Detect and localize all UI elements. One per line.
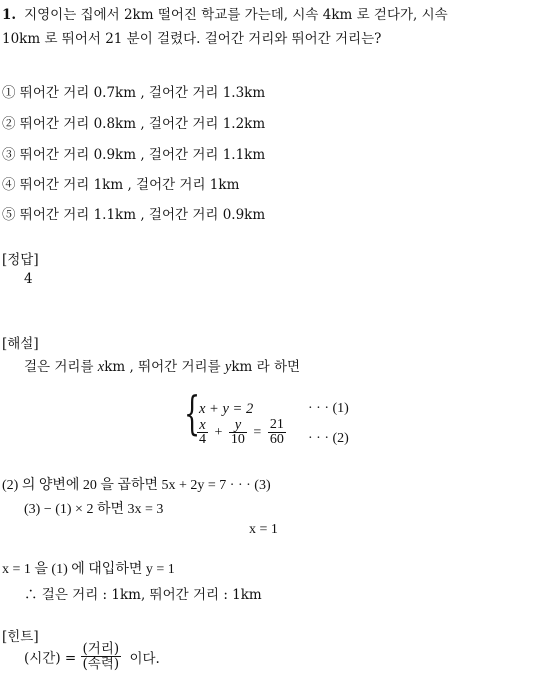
solution-step-4: x = 1 을 (1) 에 대입하면 y = 1 [2,562,175,577]
option-4[interactable]: ④ 뛰어간 거리 1km , 걸어간 거리 1km [2,177,240,193]
question-number: 1. [2,7,17,23]
solution-conclusion: ∴ 걸은 거리 : 1km, 뛰어간 거리 : 1km [24,587,262,603]
question-text-1: 지영이는 집에서 2km 떨어진 학교를 가는데, 시속 4km 로 걷다가, 시속 [24,7,448,23]
equation-1: x + y = 2 [199,401,254,417]
equation-2-tag: · · · (2) [308,431,349,446]
option-2[interactable]: ② 뛰어간 거리 0.8km , 걸어간 거리 1.2km [2,116,266,132]
solution-step-1: (2) 의 양변에 20 을 곱하면 5x + 2y = 7 · · · (3) [2,478,271,493]
answer-value: 4 [24,271,33,287]
question-line-1 [2,3,448,23]
equation-1-tag: · · · (1) [308,401,349,416]
answer-heading: [정답] [2,252,39,268]
solution-heading: [해설] [2,336,39,352]
hint-heading: [힌트] [2,629,39,645]
option-1[interactable]: ① 뛰어간 거리 0.7km , 걸어간 거리 1.3km [2,85,266,101]
solution-step-3: x = 1 [249,522,278,537]
system-brace: { [184,386,201,440]
equation-2: $\frac{x}{4}$ + $\frac{y}{10}$ = $\frac{21}{60}$ [199,417,284,447]
solution-intro: 걸은 거리를 xkm , 뛰어간 거리를 ykm 라 하면 [24,359,301,375]
option-3[interactable]: ③ 뛰어간 거리 0.9km , 걸어간 거리 1.1km [2,147,266,163]
option-5[interactable]: ⑤ 뛰어간 거리 1.1km , 걸어간 거리 0.9km [2,207,266,223]
solution-step-2: (3) − (1) × 2 하면 3x = 3 [24,502,164,517]
question-line-2: 10km 로 뛰어서 21 분이 걸렸다. 걸어간 거리와 뛰어간 거리는? [2,31,382,47]
hint-formula: (시간) = $\frac{\text{(거리)}}{\text{(속력)}}$ 이다. [24,641,160,672]
